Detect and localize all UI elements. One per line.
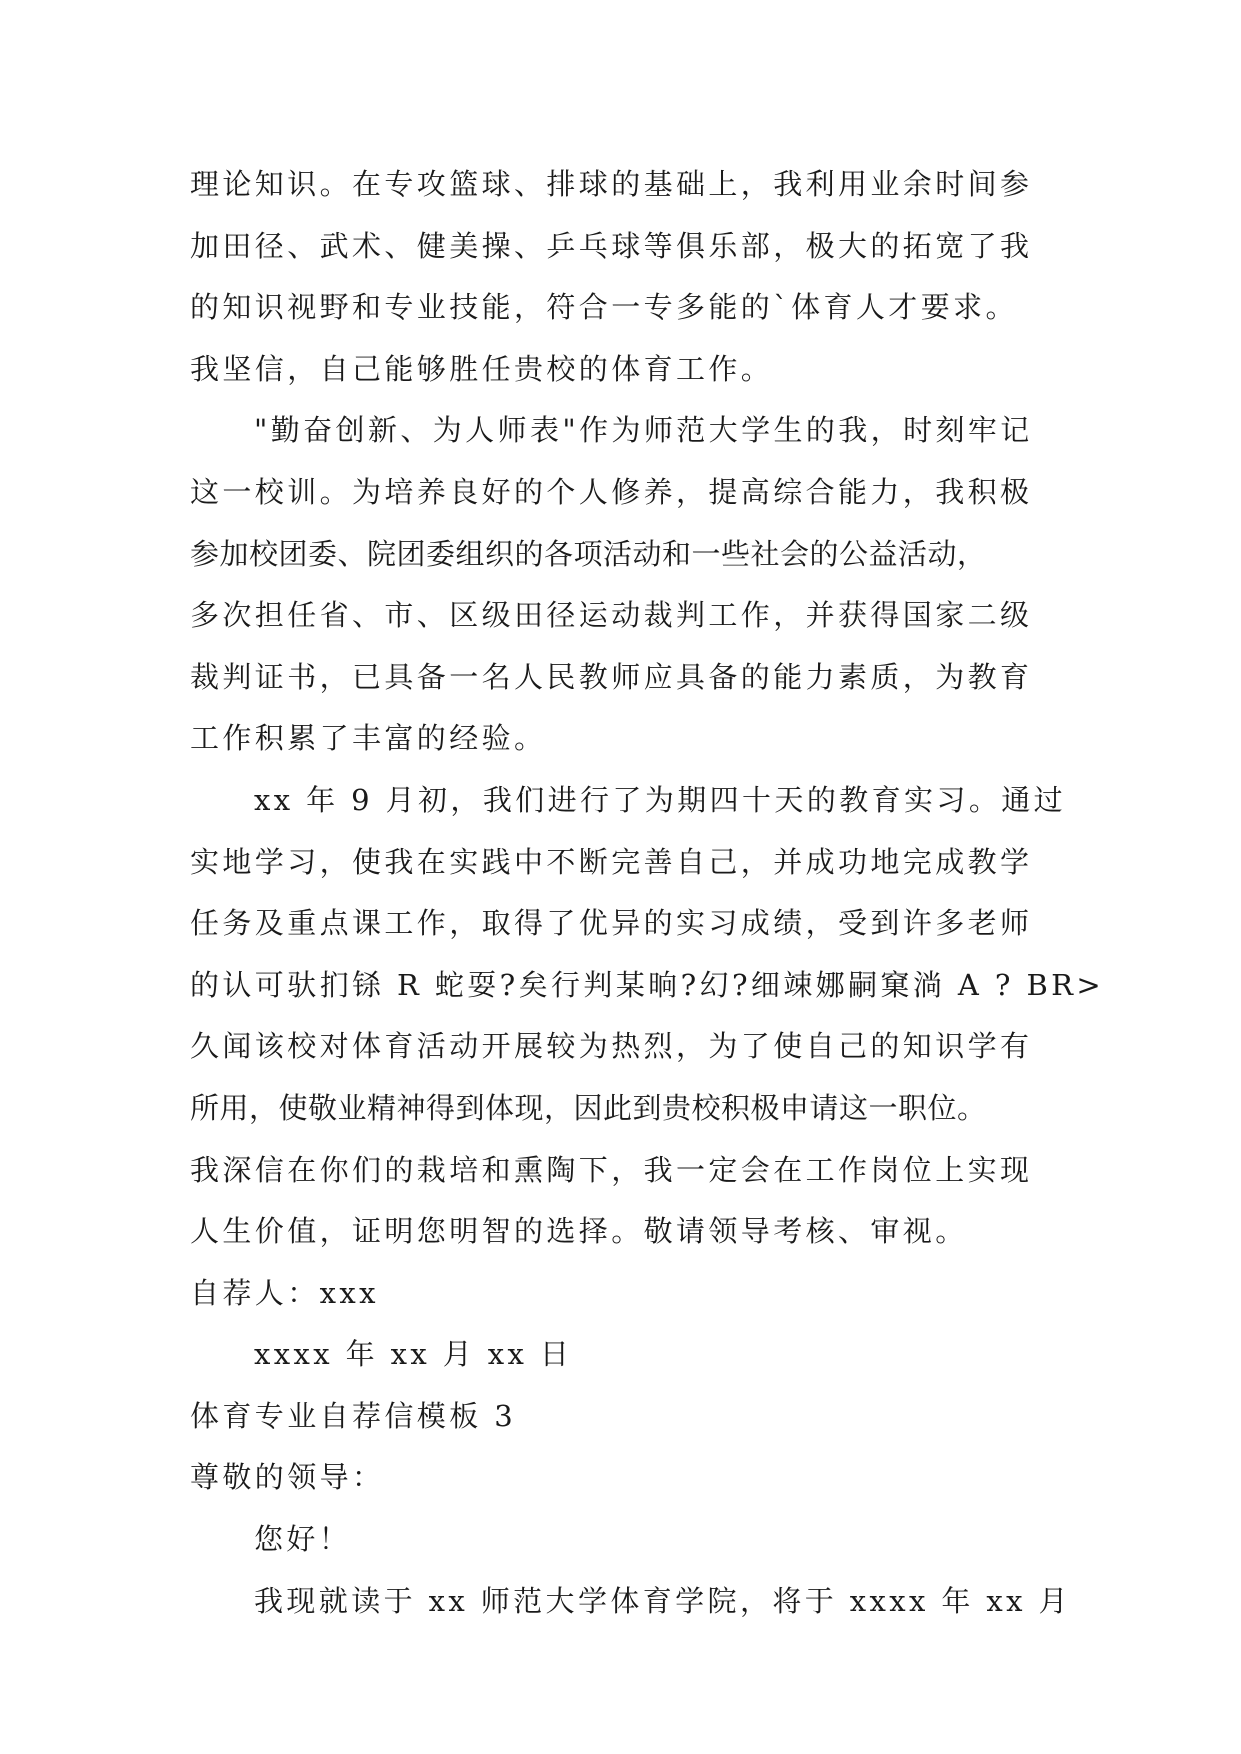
signature-line: 自荐人：xxx xyxy=(190,1275,379,1310)
text-line: 加田径、武术、健美操、乒乓球等俱乐部，极大的拓宽了我 xyxy=(190,228,1033,263)
date-line: xxxx 年 xx 月 xx 日 xyxy=(254,1337,573,1372)
text-line: 任务及重点课工作，取得了优异的实习成绩，受到许多老师 xyxy=(190,906,1033,941)
text-line: "勤奋创新、为人师表"作为师范大学生的我，时刻牢记 xyxy=(254,413,1033,448)
text-line: 这一校训。为培养良好的个人修养，提高综合能力，我积极 xyxy=(190,474,1033,509)
text-line: 所用，使敬业精神得到体现，因此到贵校积极申请这一职位。 xyxy=(190,1090,987,1125)
text-line: 的认可驮扪铩 R 蛇耍?矣行判某晌?幻?细竦娜嗣窠淌 A ? BR> xyxy=(190,967,1105,1002)
greeting: 您好！ xyxy=(254,1522,352,1557)
section-title: 体育专业自荐信模板 3 xyxy=(190,1398,517,1433)
salutation: 尊敬的领导： xyxy=(190,1460,385,1495)
text-line: 人生价值，证明您明智的选择。敬请领导考核、审视。 xyxy=(190,1214,968,1249)
text-line: xx 年 9 月初，我们进行了为期四十天的教育实习。通过 xyxy=(254,782,1067,817)
text-line: 的知识视野和专业技能，符合一专多能的`体育人才要求。 xyxy=(190,290,1018,325)
text-line: 久闻该校对体育活动开展较为热烈，为了使自己的知识学有 xyxy=(190,1029,1033,1064)
text-line: 多次担任省、市、区级田径运动裁判工作，并获得国家二级 xyxy=(190,598,1033,633)
text-line: 理论知识。在专攻篮球、排球的基础上，我利用业余时间参 xyxy=(190,167,1033,201)
text-line: 我坚信，自己能够胜任贵校的体育工作。 xyxy=(190,351,774,386)
text-line: 实地学习，使我在实践中不断完善自己，并成功地完成教学 xyxy=(190,844,1033,879)
text-line: 工作积累了丰富的经验。 xyxy=(190,721,547,756)
document-page xyxy=(190,154,1105,1632)
text-line: 裁判证书，已具备一名人民教师应具备的能力素质，为教育 xyxy=(190,659,1033,694)
text-line: 参加校团委、院团委组织的各项活动和一些社会的公益活动， xyxy=(190,536,987,571)
text-line: 我深信在你们的栽培和熏陶下，我一定会在工作岗位上实现 xyxy=(190,1152,1033,1187)
text-line: 我现就读于 xx 师范大学体育学院，将于 xxxx 年 xx 月 xyxy=(254,1583,1071,1618)
